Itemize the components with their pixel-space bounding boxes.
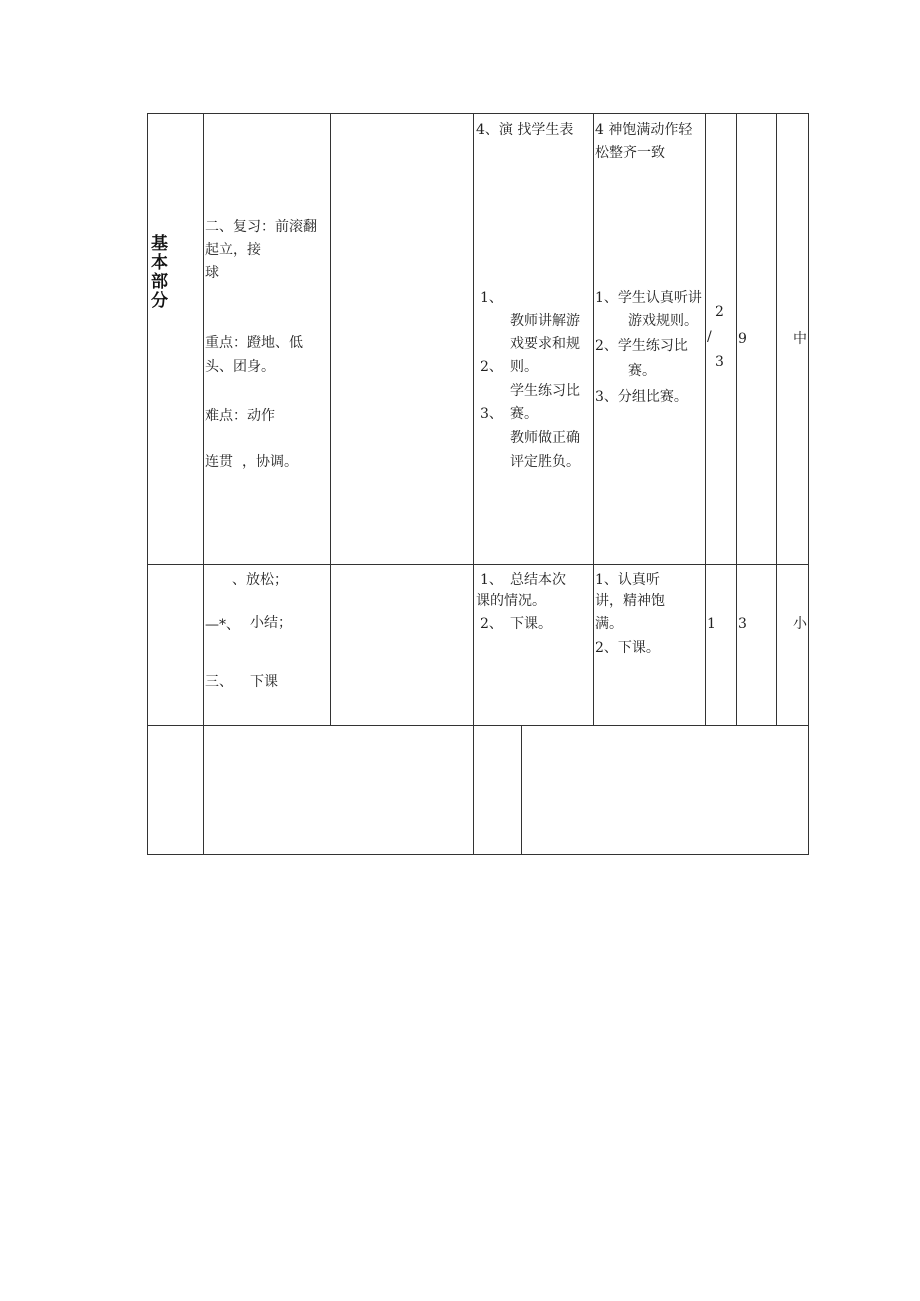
student-line: 3、分组比赛。 xyxy=(595,389,688,405)
student-line: 1、认真听 xyxy=(595,572,660,588)
teacher-line: 4、演 找学生表 xyxy=(476,122,574,138)
student-line: 满。 xyxy=(595,616,623,632)
student-line: 松整齐一致 xyxy=(595,145,665,161)
table-border-left xyxy=(147,113,148,855)
section-label-char: 分 xyxy=(151,291,168,311)
content-line: 、放松； xyxy=(232,572,288,588)
teacher-line: 2、 xyxy=(480,359,503,375)
teacher-line: 赛。 xyxy=(510,406,538,422)
table-border-bottom xyxy=(147,854,809,855)
content-line: 二、复习：前滚翻 xyxy=(205,219,317,235)
column-divider-times xyxy=(736,113,737,725)
teacher-line: 则。 xyxy=(510,359,538,375)
times-value: 1 xyxy=(707,616,716,632)
content-line: 连贯 xyxy=(205,454,233,470)
count-value: 9 xyxy=(738,331,747,347)
content-line: 头、团身。 xyxy=(205,359,275,375)
student-line: 2、学生练习比 xyxy=(595,338,688,354)
student-line: 4 神饱满动作轻 xyxy=(595,122,693,138)
content-line: —*、 xyxy=(205,617,240,633)
teacher-line: 3、 xyxy=(480,406,503,422)
teacher-line: 课的情况。 xyxy=(476,593,546,609)
times-value: 2 xyxy=(715,304,724,320)
teacher-line: 2、 xyxy=(480,616,503,632)
teacher-line: 戏要求和规 xyxy=(510,336,580,352)
teacher-line: 1、 xyxy=(480,290,503,306)
content-line: 难点：动作 xyxy=(205,408,275,424)
content-line: 重点：蹬地、低 xyxy=(205,335,303,351)
column-divider-row3 xyxy=(521,725,522,855)
row-divider-2 xyxy=(147,725,809,726)
teacher-line: 评定胜负。 xyxy=(510,454,580,470)
teacher-line: 教师做正确 xyxy=(510,430,580,446)
teacher-line: 总结本次 xyxy=(510,572,566,588)
teacher-line: 1、 xyxy=(480,572,503,588)
section-label-char: 本 xyxy=(151,253,168,273)
content-line: 小结； xyxy=(250,615,292,631)
table-border-top xyxy=(147,113,809,114)
intensity-value: 小 xyxy=(793,616,807,632)
content-line: 下课 xyxy=(250,674,278,690)
student-line: 1、学生认真听讲 xyxy=(595,290,702,306)
column-divider-content xyxy=(330,113,331,725)
table-border-right xyxy=(808,113,809,855)
content-line: ，协调。 xyxy=(242,454,298,470)
student-line: 赛。 xyxy=(628,363,656,379)
times-value: / xyxy=(707,329,712,345)
student-line: 讲，精神饱 xyxy=(595,593,665,609)
column-divider-bottom xyxy=(473,113,474,855)
times-value: 3 xyxy=(715,354,724,370)
column-divider-count xyxy=(776,113,777,725)
student-line: 2、下课。 xyxy=(595,640,660,656)
content-line: 三、 xyxy=(205,674,233,690)
count-value: 3 xyxy=(738,616,747,632)
content-line: 起立，接 xyxy=(205,242,261,258)
section-label-char: 部 xyxy=(151,272,168,292)
teacher-line: 教师讲解游 xyxy=(510,313,580,329)
row-divider-1 xyxy=(147,564,809,565)
teacher-line: 下课。 xyxy=(510,616,552,632)
content-line: 球 xyxy=(205,265,219,281)
section-label-char: 基 xyxy=(151,234,168,254)
teacher-line: 学生练习比 xyxy=(510,383,580,399)
column-divider-label xyxy=(203,113,204,855)
column-divider-teacher xyxy=(593,113,594,725)
student-line: 游戏规则。 xyxy=(628,313,698,329)
column-divider-student xyxy=(705,113,706,725)
intensity-value: 中 xyxy=(793,331,807,347)
